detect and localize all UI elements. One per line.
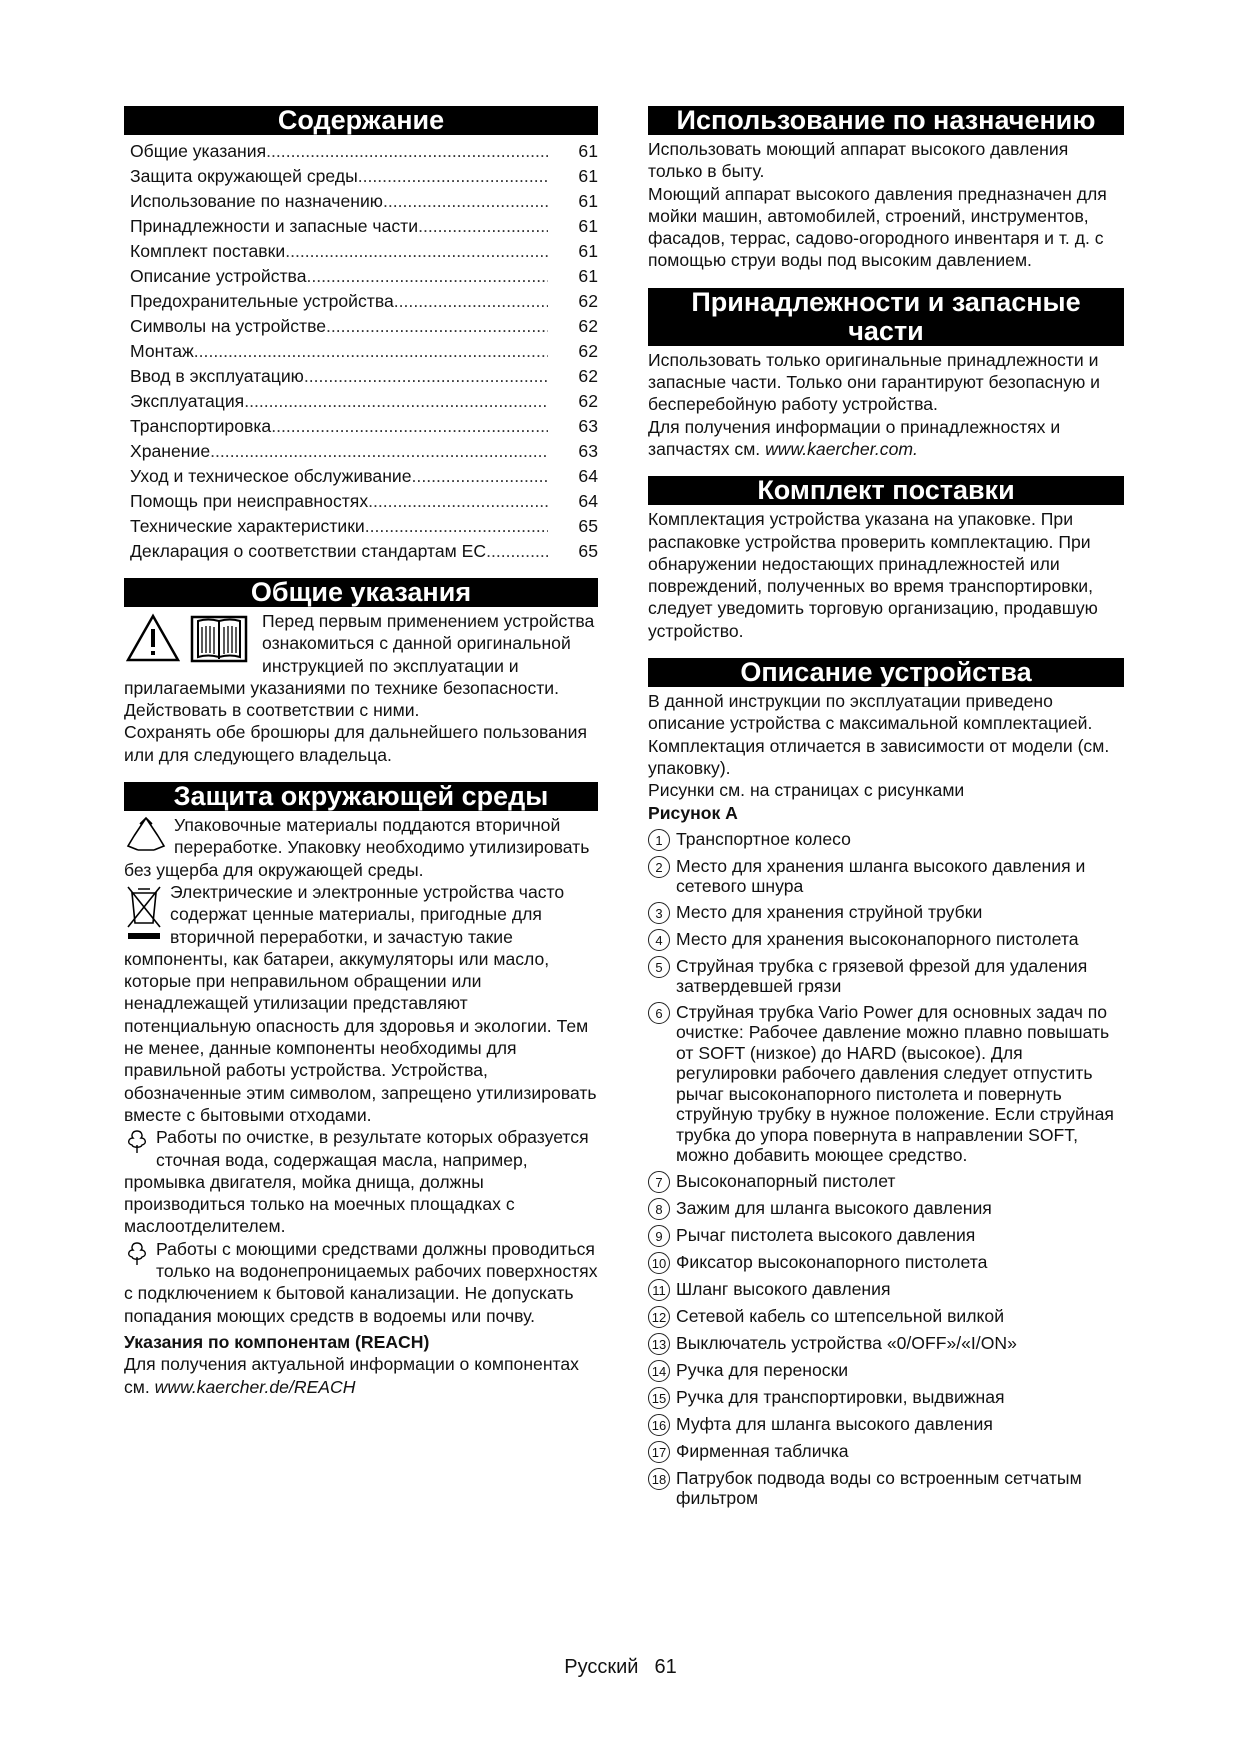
toc-row-leader — [365, 514, 548, 539]
toc-row-leader — [326, 314, 548, 339]
list-item — [648, 1306, 1124, 1328]
item-text: Высоконапорный пистолет — [676, 1170, 896, 1191]
toc-row-title: Технические характеристики — [130, 516, 365, 536]
item-text: Фирменная табличка — [676, 1440, 849, 1461]
toc-row-page: 62 — [578, 391, 598, 411]
toc-row-page: 62 — [578, 316, 598, 336]
toc-row-title: Помощь при неисправностях — [130, 491, 369, 511]
toc-row-leader — [383, 189, 548, 214]
item-text: Место для хранения струйной трубки — [676, 901, 983, 922]
item-text: Струйная трубка с грязевой фрезой для удаления затвердевшей грязи — [676, 955, 1088, 997]
delivery-text: Комплектация устройства указана на упаковке. При распаковке устройства проверить комплектацию. При обнаружении недостающих принадлежностей или повреждений, полученных во время транспортировки, следует уведомить торговую организацию, продавшую устройство. — [648, 509, 1098, 641]
item-text: Сетевой кабель со штепсельной вилкой — [676, 1305, 1005, 1326]
item-number-badge: 8 — [648, 1198, 670, 1220]
item-number-badge: 7 — [648, 1171, 670, 1193]
accessories-heading-line2: части — [848, 315, 924, 346]
toc-row-title: Декларация о соответствии стандартам ЕС — [130, 541, 487, 561]
toc-row[interactable] — [130, 389, 598, 414]
env-electronics-text: Электрические и электронные устройства часто содержат ценные материалы, пригодные для вторичной переработки, и зачастую такие компоненты, как батареи, аккумуляторы или масло, которые при неправильном обращении или ненадлежащей утилизации представляют потенциальную опасность для здоровья и экологии. Тем не менее, данные компоненты необходимы для правильной работы устройства. Устройства, обозначенные этим символом, запрещено утилизировать вместе с бытовыми отходами. — [124, 881, 597, 1125]
item-text: Место для хранения шланга высокого давления и сетевого шнура — [676, 855, 1086, 897]
toc-row-page: 63 — [578, 416, 598, 436]
item-number-badge: 11 — [648, 1279, 670, 1301]
accessories-heading — [648, 288, 1124, 346]
general-text: Перед первым применением устройства ознакомиться с данной оригинальной инструкцией по эксплуатации и прилагаемыми указаниями по технике безопасности. Действовать в соответствии с ними. — [124, 611, 595, 721]
accessories-text-2-body: Для получения информации о принадлежностях и запчастях см. — [648, 416, 1061, 459]
toc-row-leader — [394, 289, 548, 314]
reach-heading: Указания по компонентам (REACH) — [124, 1331, 430, 1352]
item-number-badge: 4 — [648, 929, 670, 951]
list-item — [648, 929, 1124, 951]
toc-row-page: 61 — [578, 166, 598, 186]
toc-row-leader — [285, 239, 548, 264]
item-number-badge: 3 — [648, 902, 670, 924]
right-column — [648, 106, 1124, 1509]
environment-heading: Защита окружающей среды — [124, 782, 598, 811]
toc-row[interactable] — [130, 164, 598, 189]
item-text: Фиксатор высоконапорного пистолета — [676, 1251, 988, 1272]
manual-book-icon — [190, 613, 248, 663]
footer-language: Русский — [564, 1656, 639, 1678]
list-item — [648, 1333, 1124, 1355]
item-number-badge: 15 — [648, 1387, 670, 1409]
warning-triangle-icon — [126, 613, 180, 663]
toc-row-title: Общие указания — [130, 141, 267, 161]
item-text: Шланг высокого давления — [676, 1278, 891, 1299]
env-detergent-text: Работы с моющими средствами должны проводиться только на водонепроницаемых рабочих поверхностях с подключением к бытовой канализации. Не допускать попадания моющих средств в водоемы или почву. — [124, 1238, 598, 1326]
toc-row-leader — [306, 264, 548, 289]
list-item — [648, 1171, 1124, 1193]
item-number-badge: 12 — [648, 1306, 670, 1328]
toc-row[interactable] — [130, 464, 598, 489]
toc-row-leader — [210, 439, 548, 464]
item-number-badge: 14 — [648, 1360, 670, 1382]
toc-row-title: Использование по назначению — [130, 191, 383, 211]
item-text: Транспортное колесо — [676, 828, 851, 849]
toc-row[interactable] — [130, 189, 598, 214]
intended-use-text-2: Моющий аппарат высокого давления предназначен для мойки машин, автомобилей, строений, инструментов, фасадов, террас, садово-огородного инвентаря и т. д. с помощью струи воды под высоким давлением. — [648, 183, 1107, 271]
intended-use-text-1: Использовать моющий аппарат высокого давления только в быту. — [648, 139, 1069, 182]
toc-row-page: 61 — [578, 216, 598, 236]
toc-row[interactable] — [130, 414, 598, 439]
recycling-icon — [124, 816, 168, 856]
toc-row-page: 61 — [578, 266, 598, 286]
toc-row[interactable] — [130, 339, 598, 364]
toc-row-title: Символы на устройстве — [130, 316, 327, 336]
toc-row[interactable] — [130, 364, 598, 389]
toc-row-leader — [486, 539, 548, 564]
left-column — [124, 106, 598, 1398]
accessories-heading-line1: Принадлежности и запасные — [691, 286, 1081, 317]
weee-bin-icon — [124, 883, 164, 941]
toc-row-leader — [244, 389, 548, 414]
toc-row-title: Эксплуатация — [130, 391, 245, 411]
list-item — [648, 856, 1124, 897]
toc-row-page: 62 — [578, 366, 598, 386]
accessories-text-1: Использовать только оригинальные принадлежности и запасные части. Только они гарантируют безопасную и бесперебойную работу устройства. — [648, 349, 1100, 415]
toc-row-title: Принадлежности и запасные части — [130, 216, 419, 236]
toc-row[interactable] — [130, 514, 598, 539]
item-number-badge: 16 — [648, 1414, 670, 1436]
toc-row[interactable] — [130, 139, 598, 164]
toc-row[interactable] — [130, 239, 598, 264]
item-text: Ручка для переноски — [676, 1359, 849, 1380]
toc-row[interactable] — [130, 264, 598, 289]
reach-link[interactable]: www.kaercher.de/REACH — [154, 1376, 356, 1397]
item-text: Место для хранения высоконапорного пистолета — [676, 928, 1079, 949]
list-item — [648, 1414, 1124, 1436]
toc-row-leader — [266, 139, 548, 164]
description-text-2: Рисунки см. на страницах с рисунками — [648, 780, 965, 801]
toc-row-page: 65 — [578, 541, 598, 561]
list-item — [648, 1002, 1124, 1166]
toc-row-page: 64 — [578, 491, 598, 511]
toc-row-leader — [358, 164, 548, 189]
toc-row-page: 65 — [578, 516, 598, 536]
toc-row-title: Монтаж — [130, 341, 194, 361]
toc-row[interactable] — [130, 489, 598, 514]
toc-row-title: Описание устройства — [130, 266, 307, 286]
toc-row-title: Комплект поставки — [130, 241, 286, 261]
item-text: Рычаг пистолета высокого давления — [676, 1224, 976, 1245]
general-text-2: Сохранять обе брошюры для дальнейшего пользования или для следующего владельца. — [124, 722, 588, 765]
general-heading: Общие указания — [124, 578, 598, 607]
list-item — [648, 1225, 1124, 1247]
description-text-1: В данной инструкции по эксплуатации приведено описание устройства с максимальной комплектацией. Комплектация отличается в зависимости от модели (см. упаковку). — [648, 691, 1110, 778]
list-item — [648, 1198, 1124, 1220]
item-number-badge: 18 — [648, 1468, 670, 1490]
item-text: Муфта для шланга высокого давления — [676, 1413, 993, 1434]
item-number-badge: 6 — [648, 1002, 670, 1024]
env-packaging-text: Упаковочные материалы поддаются вторичной переработке. Упаковку необходимо утилизировать без ущерба для окружающей среды. — [124, 815, 590, 880]
toc-row-leader — [368, 489, 548, 514]
toc-row-leader — [304, 364, 548, 389]
intended-use-heading: Использование по назначению — [648, 106, 1124, 135]
reach-text-body: Для получения актуальной информации о компонентах см. — [124, 1354, 579, 1397]
description-heading: Описание устройства — [648, 658, 1124, 687]
toc-row-title: Ввод в эксплуатацию — [130, 366, 304, 386]
item-text: Выключатель устройства «0/OFF»/«I/ON» — [676, 1332, 1017, 1353]
list-item — [648, 1468, 1124, 1509]
toc-heading: Содержание — [124, 106, 598, 135]
toc-row[interactable] — [130, 314, 598, 339]
item-number-badge: 5 — [648, 956, 670, 978]
list-item — [648, 1360, 1124, 1382]
toc-row-leader — [418, 214, 548, 239]
item-text: Патрубок подвода воды со встроенным сетчатым фильтром — [676, 1467, 1082, 1509]
item-number-badge: 13 — [648, 1333, 670, 1355]
toc-row-page: 61 — [578, 141, 598, 161]
accessories-text-2 — [648, 416, 1124, 461]
item-number-badge: 9 — [648, 1225, 670, 1247]
item-number-badge: 2 — [648, 856, 670, 878]
item-number-badge: 1 — [648, 829, 670, 851]
toc-row[interactable] — [130, 214, 598, 239]
toc-row-leader — [412, 464, 548, 489]
parts-list — [648, 829, 1124, 1509]
list-item — [648, 1252, 1124, 1274]
toc-row-page: 61 — [578, 241, 598, 261]
general-section — [124, 610, 598, 766]
item-text: Зажим для шланга высокого давления — [676, 1197, 992, 1218]
list-item — [648, 956, 1124, 997]
list-item — [648, 1441, 1124, 1463]
toc-row-page: 62 — [578, 291, 598, 311]
table-of-contents — [130, 139, 598, 564]
page-footer — [0, 1656, 1241, 1679]
toc-row-title: Транспортировка — [130, 416, 272, 436]
footer-page-number: 61 — [654, 1656, 677, 1678]
toc-row-leader — [271, 414, 548, 439]
intro-icons — [126, 610, 256, 666]
toc-row-title: Защита окружающей среды — [130, 166, 358, 186]
item-text: Струйная трубка Vario Power для основных задач по очистке: Рабочее давление можно плавно повышать от SOFT (низкое) до HARD (высокое). Для регулировки рабочего давления следует отпустить рычаг высоконапорного пистолета и повернуть струйную трубку в нужное положение. Если струйная трубка до упора повернута в направлении SOFT, можно добавить моющее средство. — [676, 1001, 1114, 1166]
list-item — [648, 1279, 1124, 1301]
toc-row[interactable] — [130, 439, 598, 464]
toc-row-title: Хранение — [130, 441, 211, 461]
toc-row-page: 62 — [578, 341, 598, 361]
environment-section — [124, 814, 598, 1398]
toc-row-title: Уход и техническое обслуживание — [130, 466, 412, 486]
figure-label: Рисунок A — [648, 802, 738, 823]
toc-row[interactable] — [130, 289, 598, 314]
env-oil-text: Работы по очистке, в результате которых образуется сточная вода, содержащая масла, например, промывка двигателя, мойка днища, должны производиться только на моечных площадках с маслоотделителем. — [124, 1127, 589, 1237]
oil-tree-icon — [124, 1128, 150, 1154]
toc-row-page: 63 — [578, 441, 598, 461]
item-number-badge: 17 — [648, 1441, 670, 1463]
kaercher-link[interactable]: www.kaercher.com. — [765, 438, 918, 459]
item-number-badge: 10 — [648, 1252, 670, 1274]
delivery-heading: Комплект поставки — [648, 476, 1124, 505]
toc-row-page: 61 — [578, 191, 598, 211]
list-item — [648, 829, 1124, 851]
toc-row[interactable] — [130, 539, 598, 564]
list-item — [648, 902, 1124, 924]
item-text: Ручка для транспортировки, выдвижная — [676, 1386, 1005, 1407]
toc-row-title: Предохранительные устройства — [130, 291, 394, 311]
detergent-tree-icon — [124, 1240, 150, 1266]
toc-row-page: 64 — [578, 466, 598, 486]
toc-row-leader — [194, 339, 548, 364]
reach-text — [124, 1353, 598, 1398]
list-item — [648, 1387, 1124, 1409]
